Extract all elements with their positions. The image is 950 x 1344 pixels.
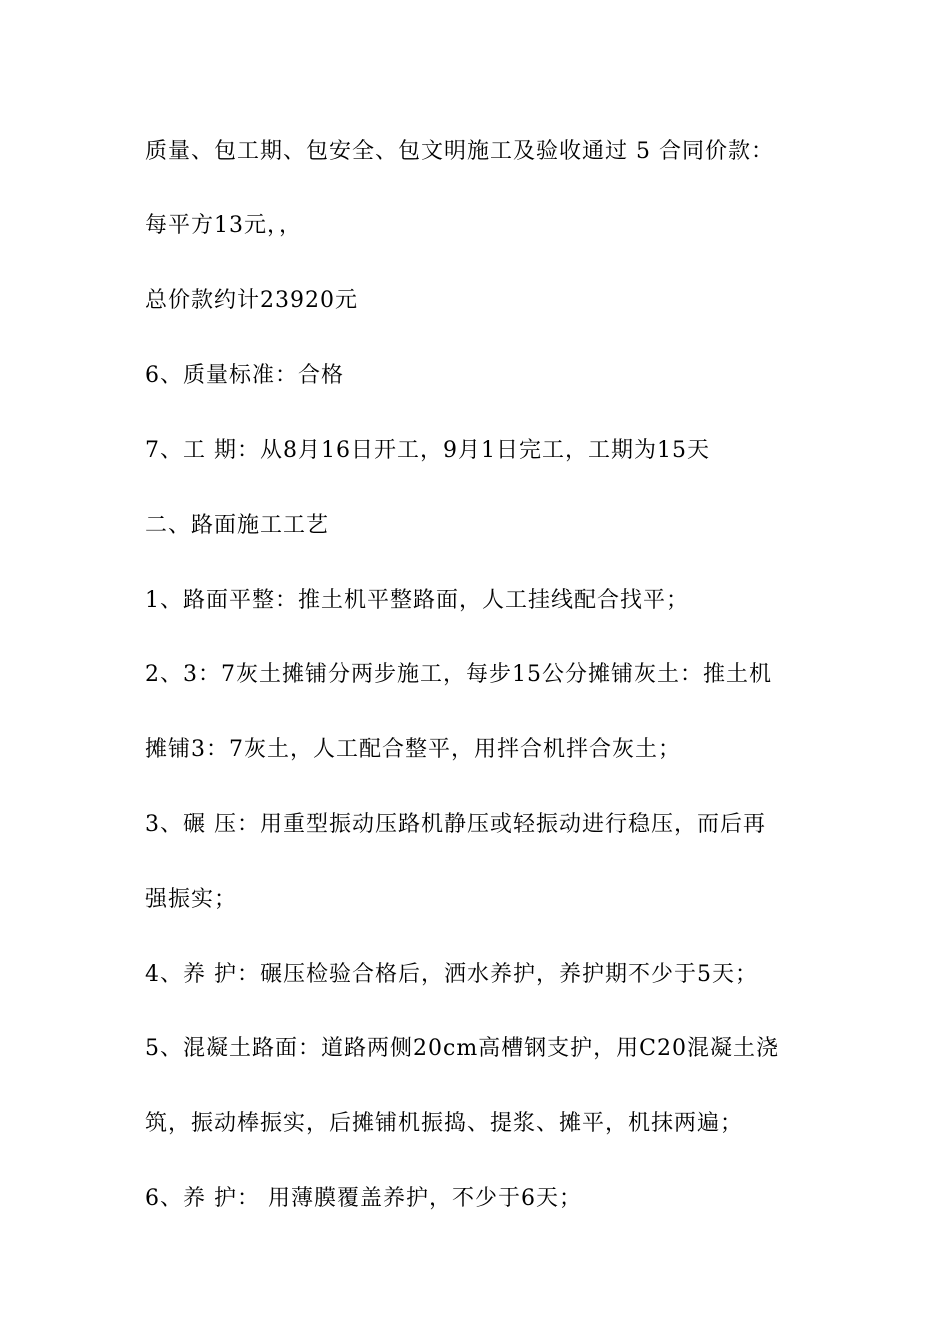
text-line: 7、工 期：从8月16日开工，9月1日完工，工期为15天	[145, 438, 710, 463]
text-line: 强振实；	[145, 887, 238, 912]
text-line: 每平方13元，，	[145, 213, 302, 238]
text-line: 6、质量标准：合格	[145, 363, 344, 388]
text-line: 1、路面平整：推土机平整路面，人工挂线配合找平；	[145, 588, 689, 613]
text-line: 总价款约计23920元	[145, 288, 358, 313]
text-line: 6、养 护： 用薄膜覆盖养护，不少于6天；	[145, 1186, 582, 1211]
section-heading: 二、路面施工工艺	[145, 513, 330, 538]
text-line: 5、混凝土路面：道路两侧20cm高槽钢支护，用C20混凝土浇	[145, 1036, 780, 1061]
text-line: 3、碾 压：用重型振动压路机静压或轻振动进行稳压，而后再	[145, 812, 766, 837]
text-line: 2、3：7灰土摊铺分两步施工，每步15公分摊铺灰土：推土机	[145, 662, 772, 687]
text-line: 筑，振动棒振实，后摊铺机振捣、提浆、摊平，机抹两遍；	[145, 1111, 744, 1136]
text-line: 4、养 护：碾压检验合格后，洒水养护，养护期不少于5天；	[145, 962, 758, 987]
text-line: 质量、包工期、包安全、包文明施工及验收通过 5 合同价款：	[145, 139, 774, 164]
text-line: 摊铺3：7灰土，人工配合整平，用拌合机拌合灰土；	[145, 737, 681, 762]
